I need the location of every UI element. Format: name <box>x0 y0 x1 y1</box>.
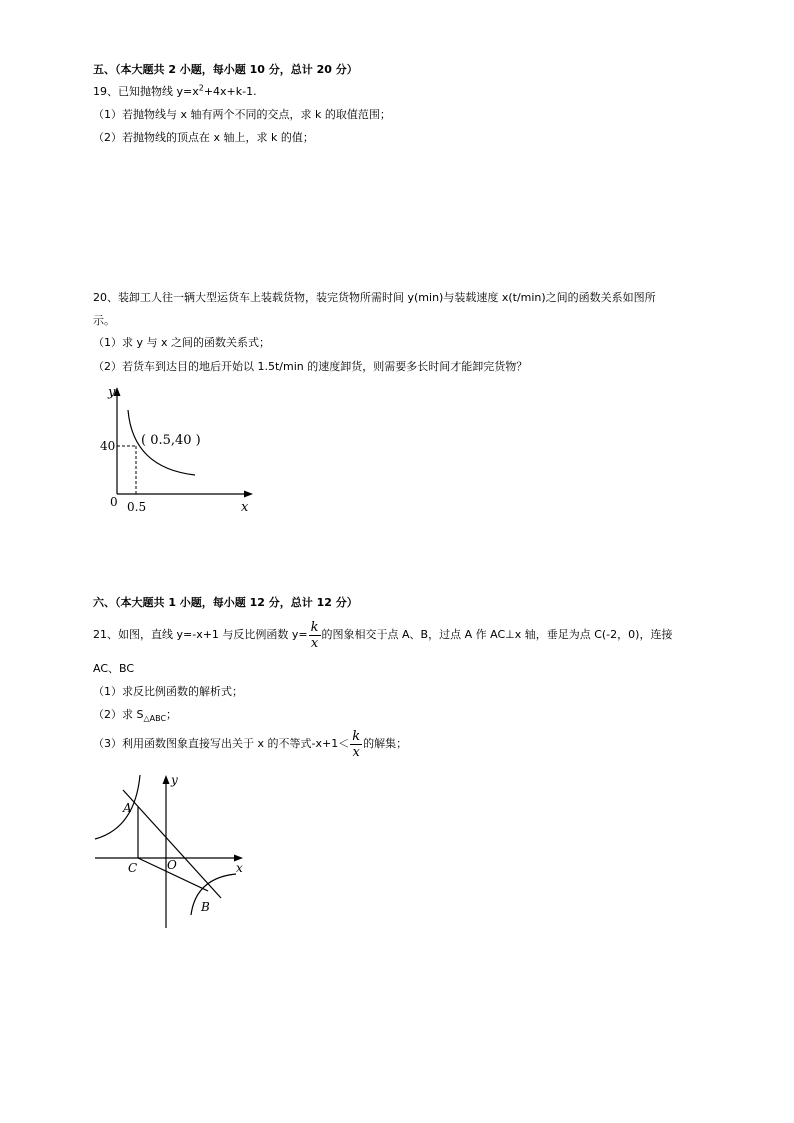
question-21-part-1: （1）求反比例函数的解析式； <box>93 685 243 698</box>
question-19-part-1: （1）若抛物线与 x 轴有两个不同的交点，求 k 的取值范围； <box>93 108 391 121</box>
q21-y-axis-label: y <box>171 773 178 787</box>
q20-point-label: ( 0.5,40 ) <box>141 433 201 448</box>
q21-stem-pre: 21、如图，直线 y=-x+1 与反比例函数 y= <box>93 628 308 641</box>
section-6-heading: 六、（本大题共 1 小题，每小题 12 分，总计 12 分） <box>93 596 358 609</box>
question-20-stem-line-2: 示。 <box>93 314 115 327</box>
q21-part2-post: ； <box>166 708 178 721</box>
question-20-part-2: （2）若货车到达目的地后开始以 1.5t/min 的速度卸货，则需要多长时间才能卸完货物？ <box>93 360 528 373</box>
q21-part3-pre: （3）利用函数图象直接写出关于 x 的不等式-x+1＜ <box>93 737 350 750</box>
q21-hyperbola-upper-branch <box>95 775 140 839</box>
question-20-stem-line-1: 20、装卸工人往一辆大型运货车上装载货物，装完货物所需时间 y(min)与装载速度 x(t/min)之间的函数关系如图所 <box>93 291 656 304</box>
question-21-stem-line-2: AC、BC <box>93 662 135 675</box>
q21-part3-fraction-numerator: k <box>352 728 361 744</box>
q21-point-c-label: C <box>128 861 138 875</box>
section-5-heading: 五、（本大题共 2 小题，每小题 10 分，总计 20 分） <box>93 63 358 76</box>
question-21-stem <box>93 617 672 653</box>
question-20-part-1: （1）求 y 与 x 之间的函数关系式； <box>93 336 271 349</box>
q21-part3-post: 的解集； <box>363 737 408 750</box>
q21-point-o-label: O <box>167 858 177 872</box>
q20-y-axis-label: y <box>108 385 116 400</box>
q21-point-b-label: B <box>201 900 210 914</box>
q21-fraction-k-over-x <box>309 620 321 651</box>
q21-part2-pre: （2）求 S <box>93 708 144 721</box>
q20-x-axis-arrow <box>244 491 253 498</box>
question-21-part-3 <box>93 726 407 762</box>
q20-x-axis-label: x <box>241 500 249 515</box>
q19-stem-post: +4x+k-1. <box>203 85 257 98</box>
question-20-graph <box>95 380 265 520</box>
question-21-graph <box>93 770 253 930</box>
q21-part3-fraction <box>350 729 362 760</box>
q21-point-a-label: A <box>123 801 132 815</box>
q21-y-axis-arrow <box>163 775 170 784</box>
q21-fraction-denominator: x <box>309 635 321 651</box>
question-19-part-2: （2）若抛物线的顶点在 x 轴上，求 k 的值； <box>93 131 314 144</box>
q21-stem-post: 的图象相交于点 A、B，过点 A 作 AC⊥x 轴，垂足为点 C(-2，0)，连接 <box>321 628 673 641</box>
q21-fraction-numerator: k <box>310 619 319 635</box>
q20-x-tick-label: 0.5 <box>127 500 147 514</box>
q19-stem-pre: 19、已知抛物线 y=x <box>93 85 199 98</box>
q20-y-tick-label: 40 <box>100 439 116 453</box>
q21-part3-fraction-denominator: x <box>350 744 362 760</box>
q21-x-axis-label: x <box>236 861 243 875</box>
q19-exponent: 2 <box>198 83 204 93</box>
q21-part2-subscript: △ABC <box>143 714 167 724</box>
q21-hyperbola-lower-branch <box>191 874 236 915</box>
q20-origin-label: 0 <box>110 495 118 509</box>
question-19-stem <box>93 85 257 99</box>
question-21-part-2 <box>93 708 177 722</box>
